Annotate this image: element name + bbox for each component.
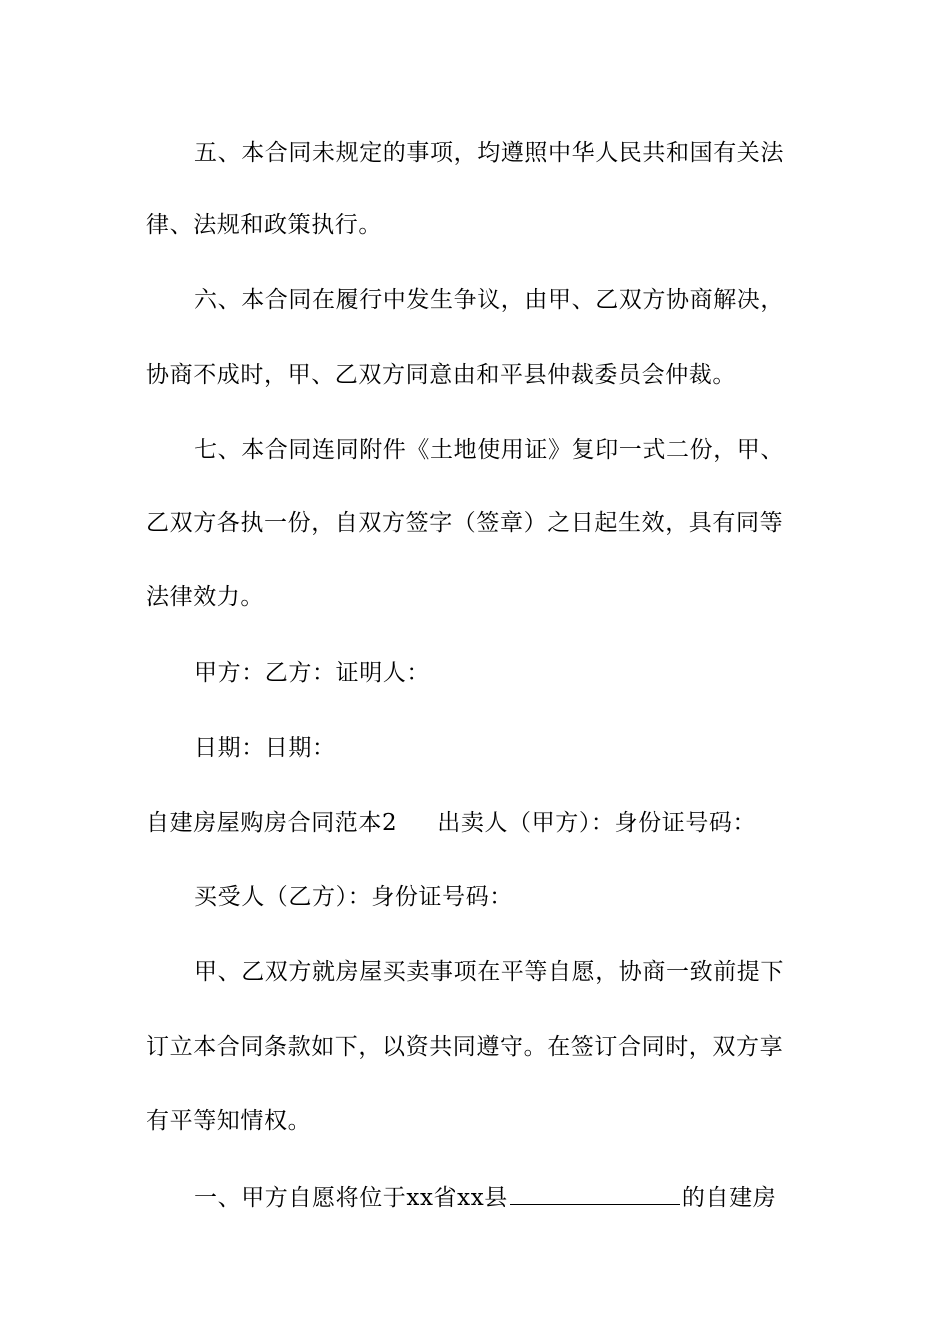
clause-five-line-1: 五、本合同未规定的事项，均遵照中华人民共和国有关法: [194, 140, 784, 166]
intro-line-2: 订立本合同条款如下，以资共同遵守。在签订合同时，双方享: [146, 1034, 784, 1060]
signature-dates-line: 日期：日期：: [194, 735, 336, 761]
contract-2-title: 自建房屋购房合同范本2: [146, 810, 398, 836]
buyer-field-label: 买受人（乙方）：身份证号码：: [194, 884, 513, 910]
clause-one-prefix: 一、甲方自愿将位于xx省xx县: [194, 1185, 508, 1211]
signature-parties-line: 甲方：乙方：证明人：: [194, 660, 430, 686]
clause-seven-line-2: 乙双方各执一份，自双方签字（签章）之日起生效，具有同等: [146, 510, 784, 536]
clause-one-suffix: 的自建房: [681, 1185, 777, 1211]
clause-five-line-2: 律、法规和政策执行。: [146, 212, 382, 238]
clause-seven-line-1: 七、本合同连同附件《土地使用证》复印一式二份，甲、: [194, 437, 784, 463]
seller-field-label: 出卖人（甲方）：身份证号码：: [437, 810, 757, 836]
intro-line-1: 甲、乙双方就房屋买卖事项在平等自愿，协商一致前提下: [194, 959, 784, 985]
address-blank: [510, 1182, 680, 1205]
contract-2-heading-line: [146, 808, 806, 838]
clause-six-line-1: 六、本合同在履行中发生争议，由甲、乙双方协商解决，: [194, 287, 784, 313]
clause-one-line: [194, 1182, 854, 1213]
clause-seven-line-3: 法律效力。: [146, 584, 264, 610]
intro-line-3: 有平等知情权。: [146, 1108, 312, 1134]
clause-six-line-2: 协商不成时，甲、乙双方同意由和平县仲裁委员会仲裁。: [146, 362, 736, 388]
